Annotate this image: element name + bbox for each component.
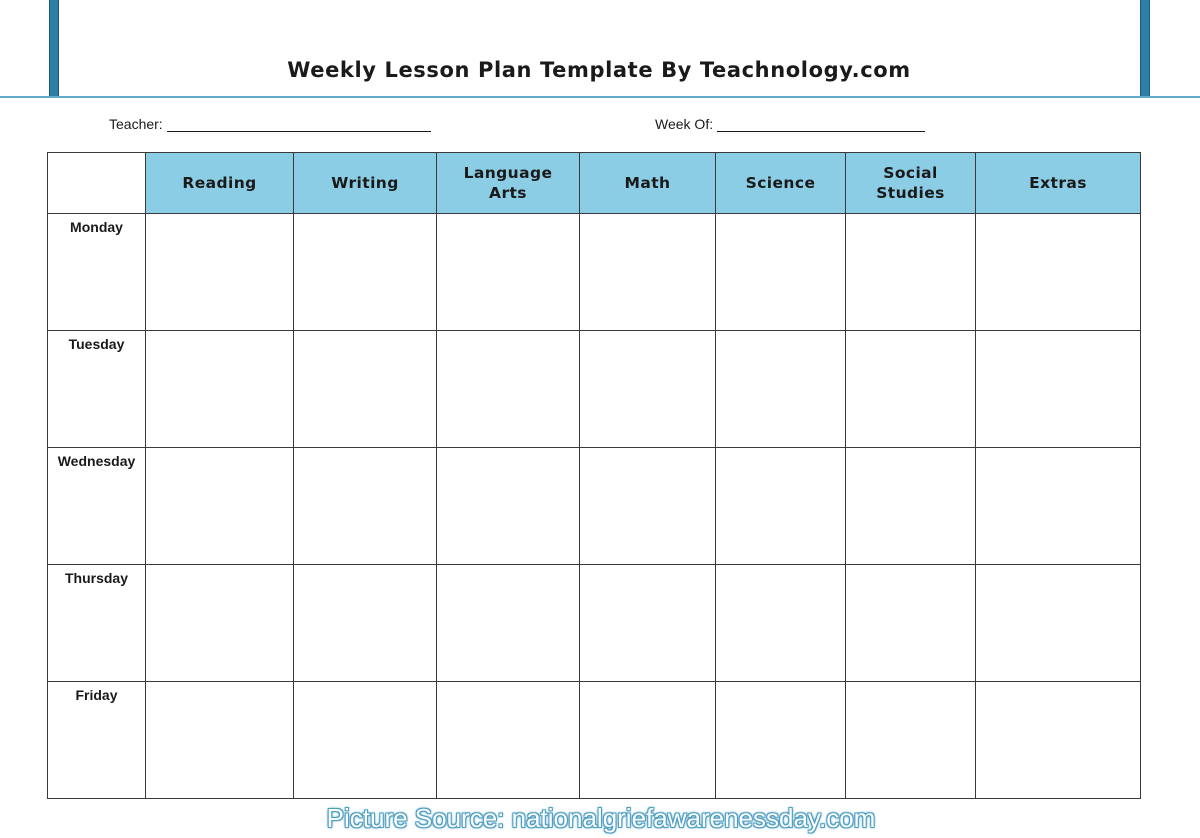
day-row-thursday: [48, 565, 1141, 682]
teacher-label: Teacher:: [109, 116, 163, 132]
week-of-blank-line[interactable]: [717, 117, 925, 132]
right-accent-bar: [1140, 0, 1150, 97]
day-row-monday: [48, 214, 1141, 331]
corner-cell: [48, 153, 146, 214]
plan-cell[interactable]: [146, 565, 294, 682]
left-accent-bar: [49, 0, 59, 97]
lesson-plan-table: [47, 152, 1141, 799]
day-label-thursday: Thursday: [48, 565, 146, 682]
plan-cell[interactable]: [846, 448, 976, 565]
week-of-label: Week Of:: [655, 116, 714, 132]
plan-cell[interactable]: [294, 331, 437, 448]
subject-header-writing: Writing: [294, 153, 437, 214]
plan-cell[interactable]: [976, 565, 1141, 682]
subject-header-science: Science: [716, 153, 846, 214]
plan-cell[interactable]: [294, 448, 437, 565]
plan-cell[interactable]: [437, 565, 580, 682]
teacher-blank-line[interactable]: [167, 117, 431, 132]
plan-cell[interactable]: [716, 331, 846, 448]
day-row-wednesday: [48, 448, 1141, 565]
day-label-tuesday: Tuesday: [48, 331, 146, 448]
plan-cell[interactable]: [437, 448, 580, 565]
plan-cell[interactable]: [716, 565, 846, 682]
subject-header-language-arts: Language Arts: [437, 153, 580, 214]
plan-cell[interactable]: [716, 682, 846, 799]
plan-cell[interactable]: [580, 214, 716, 331]
plan-cell[interactable]: [146, 331, 294, 448]
picture-source-watermark: Picture Source: nationalgriefawarenessday.com: [326, 803, 876, 833]
subject-header-extras: Extras: [976, 153, 1141, 214]
day-label-monday: Monday: [48, 214, 146, 331]
day-row-friday: [48, 682, 1141, 799]
header-divider: [0, 96, 1200, 98]
subject-header-social-studies: Social Studies: [846, 153, 976, 214]
plan-cell[interactable]: [580, 565, 716, 682]
plan-cell[interactable]: [437, 214, 580, 331]
plan-cell[interactable]: [580, 682, 716, 799]
subject-header-reading: Reading: [146, 153, 294, 214]
plan-cell[interactable]: [580, 331, 716, 448]
plan-cell[interactable]: [294, 682, 437, 799]
plan-cell[interactable]: [294, 214, 437, 331]
plan-cell[interactable]: [437, 682, 580, 799]
plan-cell[interactable]: [580, 448, 716, 565]
plan-cell[interactable]: [146, 682, 294, 799]
plan-cell[interactable]: [294, 565, 437, 682]
plan-cell[interactable]: [976, 682, 1141, 799]
plan-cell[interactable]: [437, 331, 580, 448]
plan-cell[interactable]: [146, 448, 294, 565]
plan-cell[interactable]: [846, 214, 976, 331]
day-label-wednesday: Wednesday: [48, 448, 146, 565]
plan-cell[interactable]: [846, 565, 976, 682]
plan-cell[interactable]: [716, 448, 846, 565]
subject-header-math: Math: [580, 153, 716, 214]
plan-cell[interactable]: [716, 214, 846, 331]
subject-header-row: [48, 153, 1141, 214]
plan-cell[interactable]: [846, 331, 976, 448]
plan-cell[interactable]: [146, 214, 294, 331]
plan-cell[interactable]: [976, 331, 1141, 448]
week-of-field[interactable]: [655, 116, 925, 132]
plan-cell[interactable]: [976, 214, 1141, 331]
page-title: Weekly Lesson Plan Template By Teachnology.com: [287, 58, 911, 82]
day-label-friday: Friday: [48, 682, 146, 799]
plan-cell[interactable]: [846, 682, 976, 799]
teacher-field[interactable]: [109, 116, 431, 132]
day-row-tuesday: [48, 331, 1141, 448]
plan-cell[interactable]: [976, 448, 1141, 565]
